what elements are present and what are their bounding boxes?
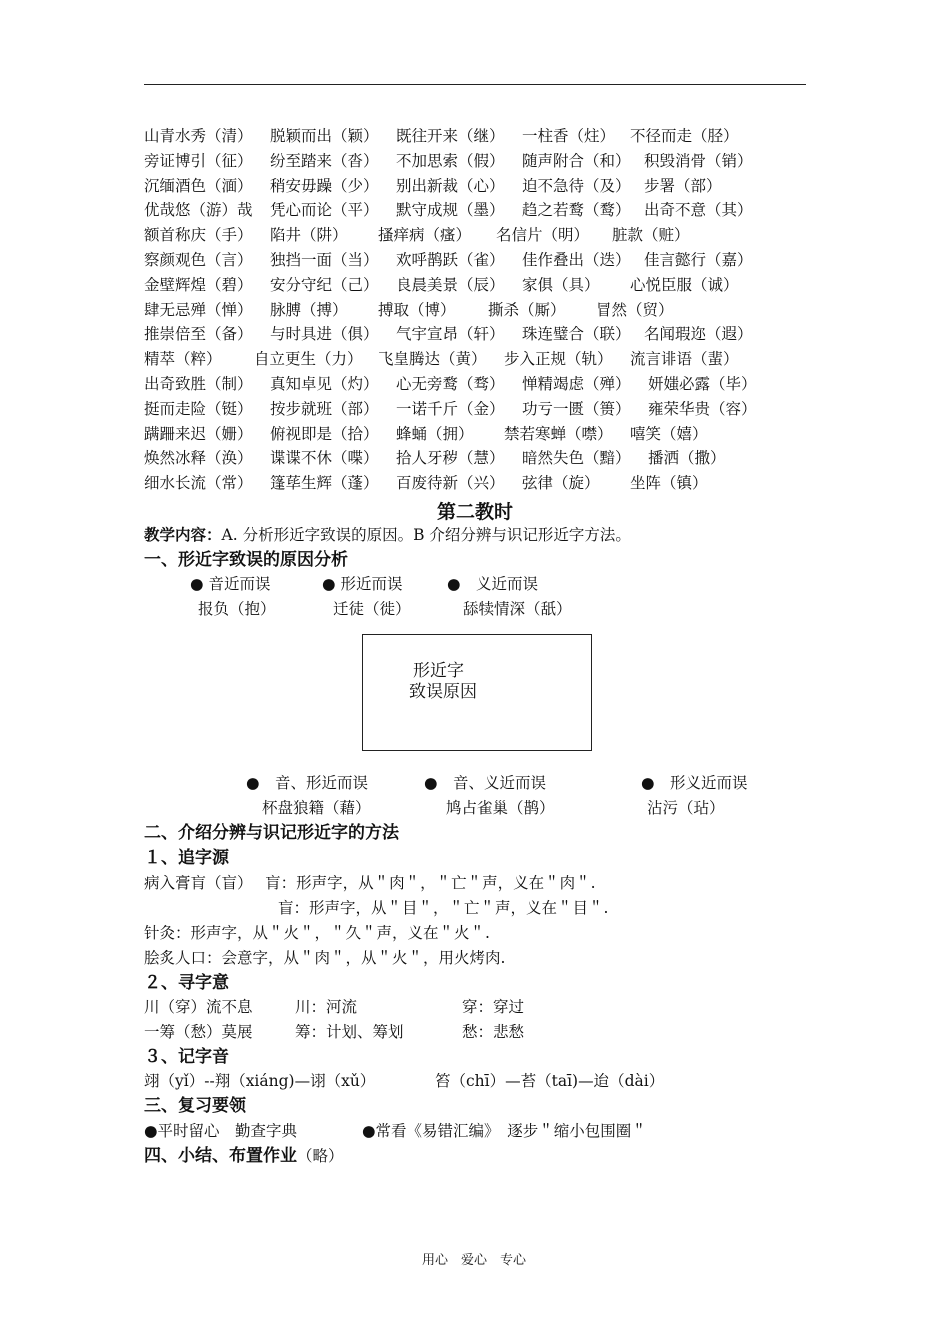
teaching-content [144,523,631,548]
idiom-entry: 既往开来（继） [396,127,505,145]
idiom-entry: 名闻瑕迩（遐） [644,325,753,344]
idiom-entry: 佳作叠出（迭） [522,251,631,269]
idiom-entry: 稍安毋躁（少） [270,176,379,195]
method-2-example: 川（穿）流不息 [144,998,253,1016]
idiom-entry: 肆无忌殚（惮） [144,300,253,319]
idiom-entry: 沉缅酒色（湎） [144,176,253,195]
idiom-entry: 山青水秀（清） [144,127,253,145]
section-4-suffix: （略） [297,1147,344,1165]
idiom-entry: 俯视即是（拾） [270,424,379,443]
method-1-heading: １、追字源 [144,848,229,868]
method-1-line: 脍炙人口：会意字，从＂肉＂，从＂火＂，用火烤肉. [144,949,506,967]
example-sound: 报负（抱） [198,600,276,618]
example-meaning: 舔犊情深（舐） [463,600,572,618]
idiom-entry: 篷荜生辉（蓬） [270,474,379,493]
review-tip-a: ●平时留心 勤查字典 [144,1122,298,1140]
idiom-entry: 焕然冰释（涣） [144,449,253,468]
idiom-entry: 按步就班（部） [270,399,379,418]
header-rule [144,84,806,85]
error-type-sound: ● 音近而误 [190,575,271,593]
idiom-entry: 搏取（博） [378,300,456,319]
idiom-entry: 珠连璧合（联） [522,325,631,344]
section-1-heading: 一、形近字致误的原因分析 [144,550,348,570]
idiom-entry: 趋之若鹜（鹜） [522,201,631,220]
method-2-gloss: 愁：悲愁 [462,1023,525,1041]
idiom-entry: 别出新裁（心） [396,176,505,195]
idiom-entry: 推崇倍至（备） [144,325,253,344]
idiom-entry: 惮精竭虑（殚） [522,375,631,393]
method-2-gloss: 川：河流 [295,998,358,1016]
idiom-entry: 冒然（贸） [596,300,674,319]
idiom-entry: 百废待新（兴） [396,474,505,493]
idiom-entry: 一柱香（炷） [522,127,616,145]
idiom-entry: 谍谍不休（喋） [270,449,379,468]
box-line-1: 形近字 [413,661,464,681]
method-3-line-a: 翊（yǐ）--翔（xiáng)—诩（xǔ） [144,1072,376,1090]
method-1-line: 针灸：形声字，从＂火＂，＂久＂声，义在＂火＂. [144,924,490,942]
error-type-shape-meaning: ● 形义近而误 [641,774,748,792]
idiom-entry: 脱颖而出（颖） [270,127,379,145]
idiom-entry: 蹒跚来迟（姗） [144,424,253,443]
error-type-sound-shape: ● 音、形近而误 [246,774,369,792]
idiom-entry: 精萃（粹） [144,350,222,369]
idiom-entry: 旁证博引（征） [144,151,253,170]
idiom-entry: 脏款（赃） [612,226,690,245]
idiom-entry: 独挡一面（当） [270,251,379,269]
idiom-entry: 撕杀（厮） [488,300,566,319]
idiom-entry: 脉膊（搏） [270,300,348,319]
section-2-heading: 二、介绍分辨与识记形近字的方法 [144,823,399,843]
method-2-gloss: 穿：穿过 [462,998,525,1016]
method-3-line-b: 笞（chī）—苔（taī)—迨（dài） [435,1072,665,1090]
method-2-example: 一筹（愁）莫展 [144,1023,253,1041]
idiom-entry: 出奇不意（其） [644,201,753,220]
method-1-line: 盲：形声字，从＂目＂，＂亡＂声，义在＂目＂. [278,899,609,917]
idiom-entry: 家俱（具） [522,275,600,294]
idiom-entry: 安分守纪（己） [270,275,379,294]
idiom-entry: 飞皇腾达（黄） [378,350,487,369]
idiom-entry: 流言诽语（蜚） [630,350,739,369]
idiom-entry: 雍荣华贵（容） [648,399,757,418]
idiom-entry: 挺而走险（铤） [144,399,253,418]
review-tip-b: ●常看《易错汇编》 逐步＂缩小包围圈＂ [362,1122,647,1140]
idiom-entry: 优哉悠（游）哉 [144,201,253,220]
idiom-entry: 迫不急待（及） [522,176,631,195]
idiom-entry: 名信片（明） [496,226,590,245]
idiom-entry: 搔痒病（瘙） [378,226,472,245]
page-footer: 用心 爱心 专心 [422,1253,527,1268]
section-4-heading: 四、小结、布置作业 [144,1146,297,1166]
idiom-entry: 陷井（阱） [270,226,348,245]
idiom-entry: 不加思索（假） [396,151,505,170]
idiom-entry: 不径而走（胫） [630,127,739,145]
idiom-entry: 察颜观色（言） [144,251,253,269]
method-3-heading: ３、记字音 [144,1047,229,1067]
idiom-entry: 气宇宣昂（轩） [396,325,505,344]
idiom-entry: 嘻笑（嬉） [630,424,708,443]
method-1-line: 病入膏肓（盲） 肓：形声字，从＂肉＂，＂亡＂声，义在＂肉＂. [144,874,596,892]
idiom-entry: 播洒（撒） [648,449,726,468]
idiom-entry: 自立更生（力） [254,350,363,369]
idiom-entry: 妍媸必露（毕） [648,375,757,393]
idiom-entry: 佳言懿行（嘉） [644,251,753,269]
idiom-entry: 蜂蛹（拥） [396,424,474,443]
idiom-entry: 功亏一匮（篑） [522,399,631,418]
lesson-title: 第二教时 [437,501,514,523]
example-shape-meaning: 沾污（玷） [647,799,725,817]
idiom-entry: 默守成规（墨） [396,201,505,220]
idiom-entry: 与时具进（俱） [270,325,379,344]
idiom-entry: 暗然失色（黯） [522,449,631,468]
error-type-sound-meaning: ● 音、义近而误 [424,774,547,792]
idiom-entry: 心悦臣服（诚） [630,275,739,294]
idiom-entry: 细水长流（常） [144,474,253,493]
example-sound-meaning: 鸠占雀巢（鹊） [446,799,555,817]
idiom-entry: 拾人牙秽（慧） [396,449,505,468]
example-sound-shape: 杯盘狼籍（藉） [262,799,371,817]
section-4 [144,1144,344,1169]
idiom-entry: 良晨美景（辰） [396,275,505,294]
idiom-entry: 欢呼鹊跃（雀） [396,251,505,269]
idiom-entry: 步署（部） [644,176,722,195]
idiom-entry: 禁若寒蝉（噤） [504,424,613,443]
idiom-entry: 弦律（旋） [522,474,600,493]
idiom-entry: 凭心而论（平） [270,201,379,220]
idiom-entry: 金壁辉煌（碧） [144,275,253,294]
idiom-entry: 随声附合（和） [522,151,631,170]
section-3-heading: 三、复习要领 [144,1096,246,1116]
idiom-entry: 额首称庆（手） [144,226,253,245]
idiom-entry: 步入正规（轨） [504,350,613,369]
method-2-gloss: 筹：计划、筹划 [295,1023,404,1041]
teaching-content-text: A. 分析形近字致误的原因。B 介绍分辨与识记形近字方法。 [221,526,631,544]
idiom-entry: 出奇致胜（制） [144,375,253,393]
method-2-heading: ２、寻字意 [144,973,229,993]
example-shape: 迁徒（徙） [333,600,411,618]
idiom-entry: 一诺千斤（金） [396,399,505,418]
box-line-2: 致误原因 [409,682,477,702]
error-type-shape: ● 形近而误 [322,575,403,593]
idiom-entry: 坐阵（镇） [630,474,708,493]
cause-diagram-box [362,634,592,751]
error-type-meaning: ● 义近而误 [447,575,539,593]
idiom-entry: 纷至踏来（沓） [270,151,379,170]
idiom-entry: 真知卓见（灼） [270,375,379,393]
idiom-entry: 心无旁鹜（骛） [396,375,505,393]
teaching-content-label: 教学内容： [144,526,222,544]
idiom-entry: 积毁消骨（销） [644,151,753,170]
